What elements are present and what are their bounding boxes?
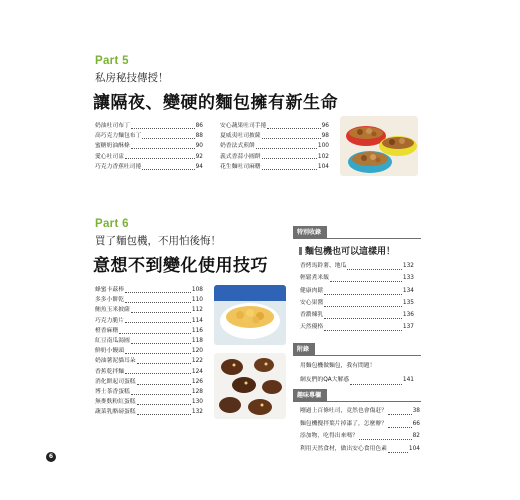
- toc-entry: [95, 367, 203, 377]
- toc-entry: [95, 162, 203, 172]
- toc-entry-title: 巧克力脆片: [95, 317, 124, 324]
- appendix-divider: [293, 355, 421, 356]
- toc-leader-dots: [142, 169, 194, 170]
- toc-entry: [300, 297, 414, 309]
- fun-divider: [293, 401, 421, 402]
- toc-entry-title: 多多小餅乾: [95, 297, 124, 304]
- toc-entry: [220, 152, 329, 162]
- toc-entry: [300, 285, 414, 297]
- part6-subtitle: 買了麵包機，不用怕後悔！: [95, 235, 221, 247]
- toc-entry: [95, 295, 203, 305]
- toc-entry-title: 橙香麻糬: [95, 327, 119, 334]
- toc-leader-dots: [131, 394, 191, 395]
- toc-entry-page: 122: [191, 358, 203, 365]
- toc-entry: [95, 131, 203, 141]
- toc-entry: [95, 346, 203, 356]
- toc-entry-page: 120: [191, 348, 203, 355]
- toc-entry-title: 義式香蒜小圓餅: [220, 153, 261, 160]
- toc-entry: [95, 387, 203, 397]
- special-section: [293, 219, 421, 334]
- toc-entry-title: 用麵包機做麵包，我有問題！: [300, 363, 376, 369]
- toc-entry: [95, 326, 203, 336]
- toc-leader-dots: [262, 158, 317, 159]
- toc-entry: [220, 121, 329, 131]
- toc-entry: [300, 418, 420, 431]
- toc-entry-title: 天然優格: [300, 324, 324, 331]
- toc-entry-page: 86: [195, 123, 203, 129]
- toc-leader-dots: [324, 306, 402, 307]
- toc-entry-title: 安心蔬果吐司手捲: [220, 123, 267, 129]
- toc-entry-title: 蔬菜乳酪磅蛋糕: [95, 409, 136, 416]
- toc-leader-dots: [125, 292, 191, 293]
- toc-leader-dots: [262, 169, 317, 170]
- toc-entry: [300, 359, 414, 373]
- toc-leader-dots: [125, 353, 191, 354]
- toc-entry: [95, 336, 203, 346]
- appendix-section: [293, 336, 421, 387]
- toc-entry: [95, 377, 203, 387]
- toc-entry: [220, 131, 329, 141]
- toc-entry-title: 添加物，吃得出來嗎？: [300, 433, 358, 440]
- toc-entry-page: 110: [191, 297, 203, 304]
- toc-leader-dots: [256, 148, 317, 149]
- toc-leader-dots: [125, 322, 191, 323]
- toc-entry-title: 博士茶香蛋糕: [95, 389, 130, 396]
- toc-leader-dots: [388, 452, 408, 453]
- toc-entry-title: 利用天然食材，做出安心食用色素: [300, 445, 387, 452]
- fun-list: [293, 405, 420, 455]
- appendix-header: 附錄: [293, 343, 315, 355]
- toc-entry-page: 141: [402, 377, 414, 383]
- toc-entry-page: 104: [408, 445, 420, 452]
- toc-entry: [220, 141, 329, 151]
- toc-entry-page: 124: [191, 368, 203, 375]
- fun-section: [293, 382, 421, 455]
- toc-entry-title: 安心果醬: [300, 299, 324, 306]
- toc-leader-dots: [347, 269, 402, 270]
- toc-entry: [95, 397, 203, 407]
- toc-entry-title: 夏威夷吐司披薩: [220, 133, 261, 140]
- toc-leader-dots: [330, 281, 402, 282]
- toc-leader-dots: [137, 414, 191, 415]
- special-list: [293, 260, 414, 334]
- toc-entry-title: 奶油吐司布丁: [95, 123, 130, 129]
- toc-entry-title: 蜜糖奶油酥條: [95, 143, 130, 150]
- toc-entry: [220, 162, 329, 172]
- toc-entry-page: 66: [412, 420, 420, 427]
- toc-entry-title: 鮪魚玉米披薩: [95, 307, 130, 314]
- page-number: 6: [46, 452, 56, 462]
- toc-entry-title: 剛過上百條吐司，竟然也會傷赶？: [300, 408, 387, 414]
- part5-toc-left: [95, 121, 203, 172]
- toc-entry: [95, 141, 203, 151]
- toc-entry-page: 126: [191, 378, 203, 385]
- toc-entry-page: 137: [402, 324, 414, 331]
- toc-leader-dots: [137, 384, 191, 385]
- part5-title: 讓隔夜、變硬的麵包擁有新生命: [93, 93, 338, 113]
- toc-entry: [95, 356, 203, 366]
- toc-entry-title: 香蕉乾拌麵: [95, 368, 124, 375]
- toc-entry-page: 135: [402, 299, 414, 306]
- part6-label: Part 6: [95, 218, 129, 230]
- toc-entry: [300, 443, 420, 456]
- toc-entry-title: 網友們的QA大解惑: [300, 377, 350, 383]
- part6-toc: [95, 285, 203, 418]
- toc-leader-dots: [262, 138, 321, 139]
- toc-leader-dots: [131, 343, 191, 344]
- toc-entry-page: 92: [195, 153, 203, 160]
- fun-header: 趣味專欄: [293, 389, 327, 401]
- toc-leader-dots: [324, 330, 402, 331]
- toc-entry-title: 健康肉鬆: [300, 287, 324, 294]
- toc-entry: [95, 316, 203, 326]
- special-title: 麵包機也可以這樣用！: [299, 244, 421, 257]
- toc-entry: [95, 152, 203, 162]
- toc-entry-title: 巧克力香蕉吐司捲: [95, 163, 142, 170]
- toc-entry-page: 102: [317, 153, 329, 160]
- chocolate-crisps-photo: [214, 353, 286, 419]
- toc-entry-title: 香烤馬鈴薯、地瓜: [300, 263, 347, 269]
- toc-entry-title: 鮮奶小饅頭: [95, 348, 124, 355]
- toc-entry-page: 38: [412, 408, 420, 414]
- toc-entry-title: 消化餅起司蛋糕: [95, 378, 136, 385]
- toc-entry-title: 奶香法式煎餅: [220, 143, 255, 150]
- toc-entry-title: 蜂蜜卡茲棒: [95, 287, 124, 293]
- toc-entry-page: 90: [195, 143, 203, 150]
- toc-entry-page: 132: [191, 409, 203, 416]
- toc-entry-page: 88: [195, 133, 203, 140]
- toc-leader-dots: [137, 404, 191, 405]
- toc-leader-dots: [388, 427, 412, 428]
- toc-entry-page: 100: [317, 143, 329, 150]
- toc-entry-page: 104: [317, 163, 329, 170]
- toc-leader-dots: [324, 294, 402, 295]
- snack-bowls-photo: [340, 116, 418, 176]
- part5-label: Part 5: [95, 55, 129, 67]
- toc-leader-dots: [131, 312, 191, 313]
- toc-entry: [300, 309, 414, 321]
- toc-leader-dots: [267, 128, 320, 129]
- toc-leader-dots: [324, 318, 402, 319]
- special-header: 特別收錄: [293, 226, 327, 238]
- toc-entry-page: 130: [191, 399, 203, 406]
- toc-leader-dots: [119, 333, 191, 334]
- toc-entry-title: 奶油薯泥貓耳朵: [95, 358, 136, 365]
- toc-entry-page: 114: [191, 317, 203, 324]
- toc-entry-title: 香濃煉乳: [300, 312, 324, 319]
- toc-entry: [300, 405, 420, 418]
- toc-entry-title: 無麥麩粉紅蛋糕: [95, 399, 136, 406]
- toc-entry-page: 82: [412, 433, 420, 440]
- toc-entry-page: 133: [402, 275, 414, 282]
- toc-entry-page: 134: [402, 287, 414, 294]
- toc-entry: [95, 305, 203, 315]
- toc-entry: [300, 260, 414, 272]
- toc-entry-title: 紅豆南瓜湯圓: [95, 338, 130, 345]
- toc-entry-page: 108: [191, 287, 203, 293]
- part5-toc-right: [220, 121, 329, 172]
- toc-entry: [95, 121, 203, 131]
- toc-entry-page: 136: [402, 312, 414, 319]
- toc-leader-dots: [137, 363, 191, 364]
- toc-leader-dots: [131, 148, 195, 149]
- toc-entry-title: 輕鬆煮米飯: [300, 275, 329, 282]
- toc-entry-title: 愛心吐司盅: [95, 153, 124, 160]
- toc-entry-page: 118: [191, 338, 203, 345]
- toc-entry-title: 花生麵吐司麻糬: [220, 163, 261, 170]
- toc-leader-dots: [388, 414, 412, 415]
- toc-entry-page: 128: [191, 389, 203, 396]
- toc-leader-dots: [131, 128, 195, 129]
- part5-subtitle: 私房秘技傳授！: [95, 72, 169, 84]
- toc-leader-dots: [359, 439, 412, 440]
- toc-entry-page: 94: [195, 163, 203, 170]
- part6-title: 意想不到變化使用技巧: [93, 256, 268, 276]
- toc-entry: [95, 407, 203, 417]
- toc-leader-dots: [125, 373, 191, 374]
- cookie-bowl-photo: [214, 285, 286, 345]
- toc-entry-page: 132: [402, 263, 414, 269]
- toc-entry: [300, 321, 414, 333]
- toc-entry-page: 116: [191, 327, 203, 334]
- title-bar-icon: [299, 247, 302, 255]
- special-divider: [293, 238, 421, 239]
- toc-entry-title: 麵包機攪拌葉片掉漆了，怎麼辦？: [300, 420, 387, 427]
- toc-leader-dots: [125, 158, 195, 159]
- toc-entry: [300, 430, 420, 443]
- toc-entry: [95, 285, 203, 295]
- toc-entry-page: 98: [321, 133, 329, 140]
- toc-leader-dots: [142, 138, 194, 139]
- toc-entry-page: 96: [321, 123, 329, 129]
- toc-entry: [300, 272, 414, 284]
- toc-leader-dots: [125, 302, 191, 303]
- toc-entry-page: 112: [191, 307, 203, 314]
- toc-entry-title: 高巧克力麵包布丁: [95, 133, 142, 140]
